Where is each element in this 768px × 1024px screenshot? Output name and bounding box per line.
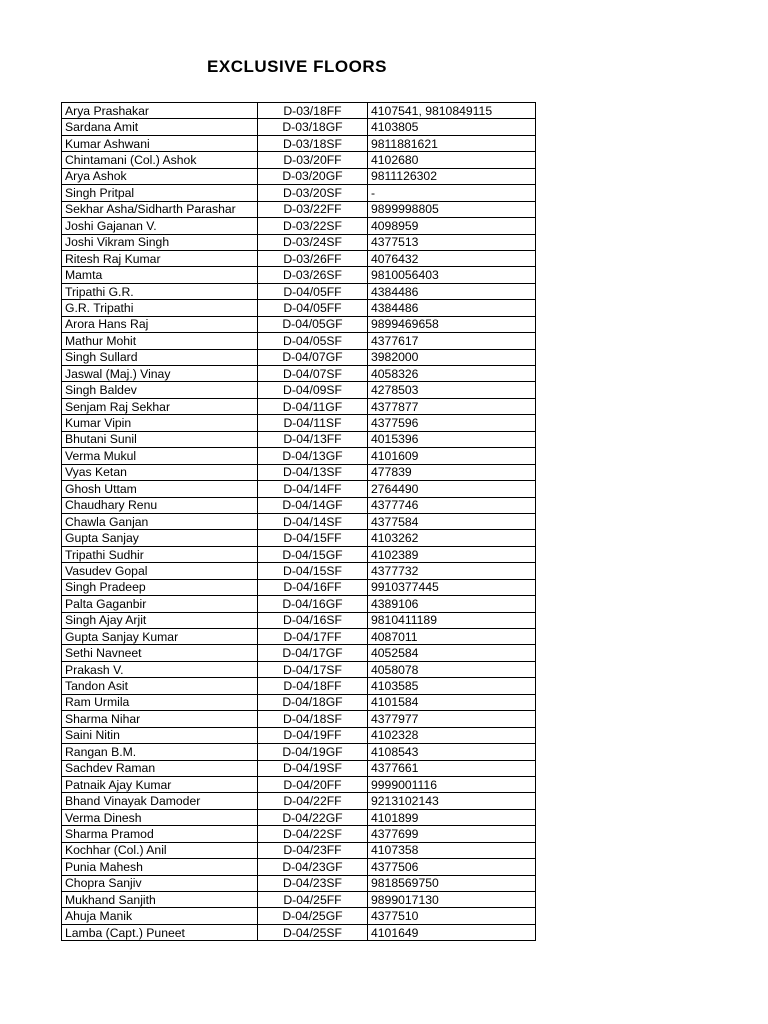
unit-number-cell: D-03/18GF bbox=[258, 119, 368, 135]
phone-number-cell: 4102328 bbox=[368, 727, 536, 743]
table-row bbox=[62, 431, 536, 447]
unit-number-cell: D-03/18FF bbox=[258, 103, 368, 119]
table-row bbox=[62, 546, 536, 562]
unit-number-cell: D-03/24SF bbox=[258, 234, 368, 250]
phone-number-cell: 4389106 bbox=[368, 596, 536, 612]
phone-number-cell: 4103805 bbox=[368, 119, 536, 135]
unit-number-cell: D-04/17SF bbox=[258, 661, 368, 677]
resident-name-cell: Vyas Ketan bbox=[62, 464, 258, 480]
phone-number-cell: 4377699 bbox=[368, 826, 536, 842]
phone-number-cell: 4015396 bbox=[368, 431, 536, 447]
phone-number-cell: 4087011 bbox=[368, 629, 536, 645]
resident-name-cell: Ram Urmila bbox=[62, 694, 258, 710]
unit-number-cell: D-03/22SF bbox=[258, 218, 368, 234]
unit-number-cell: D-04/05SF bbox=[258, 333, 368, 349]
table-row bbox=[62, 826, 536, 842]
phone-number-cell: 9910377445 bbox=[368, 579, 536, 595]
resident-name-cell: Verma Dinesh bbox=[62, 809, 258, 825]
unit-number-cell: D-04/07SF bbox=[258, 366, 368, 382]
table-row bbox=[62, 300, 536, 316]
table-row bbox=[62, 464, 536, 480]
phone-number-cell: 4058326 bbox=[368, 366, 536, 382]
phone-number-cell: 9811126302 bbox=[368, 168, 536, 184]
phone-number-cell: 4102680 bbox=[368, 152, 536, 168]
table-body bbox=[62, 103, 536, 941]
phone-number-cell: 4101899 bbox=[368, 809, 536, 825]
resident-name-cell: G.R. Tripathi bbox=[62, 300, 258, 316]
resident-name-cell: Saini Nitin bbox=[62, 727, 258, 743]
unit-number-cell: D-04/19GF bbox=[258, 744, 368, 760]
table-row bbox=[62, 513, 536, 529]
phone-number-cell: 4101609 bbox=[368, 448, 536, 464]
resident-name-cell: Joshi Vikram Singh bbox=[62, 234, 258, 250]
resident-name-cell: Tripathi G.R. bbox=[62, 283, 258, 299]
phone-number-cell: 9899998805 bbox=[368, 201, 536, 217]
table-row bbox=[62, 793, 536, 809]
resident-name-cell: Kochhar (Col.) Anil bbox=[62, 842, 258, 858]
unit-number-cell: D-04/22GF bbox=[258, 809, 368, 825]
unit-number-cell: D-04/17FF bbox=[258, 629, 368, 645]
resident-name-cell: Joshi Gajanan V. bbox=[62, 218, 258, 234]
resident-name-cell: Bhutani Sunil bbox=[62, 431, 258, 447]
page-title bbox=[0, 58, 594, 84]
table-row bbox=[62, 234, 536, 250]
phone-number-cell: 9213102143 bbox=[368, 793, 536, 809]
unit-number-cell: D-04/16FF bbox=[258, 579, 368, 595]
resident-name-cell: Singh Baldev bbox=[62, 382, 258, 398]
unit-number-cell: D-03/20GF bbox=[258, 168, 368, 184]
table-row bbox=[62, 727, 536, 743]
table-row bbox=[62, 119, 536, 135]
phone-number-cell: 9999001116 bbox=[368, 776, 536, 792]
unit-number-cell: D-04/11SF bbox=[258, 415, 368, 431]
table-row bbox=[62, 908, 536, 924]
resident-name-cell: Singh Ajay Arjit bbox=[62, 612, 258, 628]
phone-number-cell: 9811881621 bbox=[368, 135, 536, 151]
table-row bbox=[62, 415, 536, 431]
resident-directory-table bbox=[61, 102, 536, 941]
phone-number-cell: 4377977 bbox=[368, 711, 536, 727]
unit-number-cell: D-03/26FF bbox=[258, 250, 368, 266]
resident-name-cell: Senjam Raj Sekhar bbox=[62, 398, 258, 414]
unit-number-cell: D-04/15SF bbox=[258, 563, 368, 579]
phone-number-cell: 4278503 bbox=[368, 382, 536, 398]
unit-number-cell: D-04/05FF bbox=[258, 300, 368, 316]
phone-number-cell: 4102389 bbox=[368, 546, 536, 562]
table-row bbox=[62, 152, 536, 168]
unit-number-cell: D-04/23SF bbox=[258, 875, 368, 891]
table-row bbox=[62, 448, 536, 464]
phone-number-cell: 4103585 bbox=[368, 678, 536, 694]
phone-number-cell: 4377746 bbox=[368, 497, 536, 513]
unit-number-cell: D-04/15FF bbox=[258, 530, 368, 546]
unit-number-cell: D-04/17GF bbox=[258, 645, 368, 661]
resident-name-cell: Mamta bbox=[62, 267, 258, 283]
table-row bbox=[62, 596, 536, 612]
table-row bbox=[62, 398, 536, 414]
resident-name-cell: Patnaik Ajay Kumar bbox=[62, 776, 258, 792]
phone-number-cell: 9810411189 bbox=[368, 612, 536, 628]
unit-number-cell: D-04/14FF bbox=[258, 481, 368, 497]
resident-name-cell: Chintamani (Col.) Ashok bbox=[62, 152, 258, 168]
resident-name-cell: Kumar Vipin bbox=[62, 415, 258, 431]
unit-number-cell: D-04/22SF bbox=[258, 826, 368, 842]
unit-number-cell: D-04/22FF bbox=[258, 793, 368, 809]
unit-number-cell: D-03/18SF bbox=[258, 135, 368, 151]
phone-number-cell: - bbox=[368, 185, 536, 201]
unit-number-cell: D-03/22FF bbox=[258, 201, 368, 217]
phone-number-cell: 477839 bbox=[368, 464, 536, 480]
table-row bbox=[62, 563, 536, 579]
phone-number-cell: 4377877 bbox=[368, 398, 536, 414]
phone-number-cell: 4377596 bbox=[368, 415, 536, 431]
phone-number-cell: 3982000 bbox=[368, 349, 536, 365]
table-row bbox=[62, 218, 536, 234]
resident-name-cell: Punia Mahesh bbox=[62, 859, 258, 875]
unit-number-cell: D-04/25GF bbox=[258, 908, 368, 924]
phone-number-cell: 4101584 bbox=[368, 694, 536, 710]
resident-name-cell: Bhand Vinayak Damoder bbox=[62, 793, 258, 809]
resident-name-cell: Prakash V. bbox=[62, 661, 258, 677]
unit-number-cell: D-04/20FF bbox=[258, 776, 368, 792]
resident-name-cell: Jaswal (Maj.) Vinay bbox=[62, 366, 258, 382]
phone-number-cell: 4076432 bbox=[368, 250, 536, 266]
resident-name-cell: Tripathi Sudhir bbox=[62, 546, 258, 562]
unit-number-cell: D-04/05GF bbox=[258, 316, 368, 332]
phone-number-cell: 4377510 bbox=[368, 908, 536, 924]
phone-number-cell: 4384486 bbox=[368, 283, 536, 299]
unit-number-cell: D-04/14SF bbox=[258, 513, 368, 529]
table-row bbox=[62, 711, 536, 727]
unit-number-cell: D-04/05FF bbox=[258, 283, 368, 299]
unit-number-cell: D-04/23GF bbox=[258, 859, 368, 875]
table-row bbox=[62, 924, 536, 940]
page-title-text: EXCLUSIVE FLOORS bbox=[207, 58, 387, 76]
phone-number-cell: 4107541, 9810849115 bbox=[368, 103, 536, 119]
table-row bbox=[62, 612, 536, 628]
phone-number-cell: 9810056403 bbox=[368, 267, 536, 283]
table-row bbox=[62, 661, 536, 677]
phone-number-cell: 4107358 bbox=[368, 842, 536, 858]
unit-number-cell: D-04/25FF bbox=[258, 892, 368, 908]
table-row bbox=[62, 497, 536, 513]
phone-number-cell: 4377732 bbox=[368, 563, 536, 579]
resident-name-cell: Kumar Ashwani bbox=[62, 135, 258, 151]
resident-name-cell: Tandon Asit bbox=[62, 678, 258, 694]
unit-number-cell: D-04/13SF bbox=[258, 464, 368, 480]
unit-number-cell: D-04/16SF bbox=[258, 612, 368, 628]
unit-number-cell: D-04/13GF bbox=[258, 448, 368, 464]
table-row bbox=[62, 629, 536, 645]
phone-number-cell: 4377513 bbox=[368, 234, 536, 250]
table-row bbox=[62, 809, 536, 825]
table-row bbox=[62, 283, 536, 299]
phone-number-cell: 2764490 bbox=[368, 481, 536, 497]
phone-number-cell: 9818569750 bbox=[368, 875, 536, 891]
unit-number-cell: D-03/26SF bbox=[258, 267, 368, 283]
resident-name-cell: Sharma Nihar bbox=[62, 711, 258, 727]
table-row bbox=[62, 875, 536, 891]
resident-name-cell: Lamba (Capt.) Puneet bbox=[62, 924, 258, 940]
resident-name-cell: Mathur Mohit bbox=[62, 333, 258, 349]
resident-name-cell: Sekhar Asha/Sidharth Parashar bbox=[62, 201, 258, 217]
phone-number-cell: 4098959 bbox=[368, 218, 536, 234]
table-row bbox=[62, 201, 536, 217]
table-row bbox=[62, 678, 536, 694]
table-row bbox=[62, 744, 536, 760]
table-row bbox=[62, 333, 536, 349]
unit-number-cell: D-04/14GF bbox=[258, 497, 368, 513]
phone-number-cell: 4377506 bbox=[368, 859, 536, 875]
table-row bbox=[62, 185, 536, 201]
resident-name-cell: Palta Gaganbir bbox=[62, 596, 258, 612]
resident-name-cell: Ahuja Manik bbox=[62, 908, 258, 924]
table-row bbox=[62, 349, 536, 365]
resident-name-cell: Sardana Amit bbox=[62, 119, 258, 135]
resident-name-cell: Vasudev Gopal bbox=[62, 563, 258, 579]
resident-name-cell: Sethi Navneet bbox=[62, 645, 258, 661]
unit-number-cell: D-04/19FF bbox=[258, 727, 368, 743]
phone-number-cell: 9899017130 bbox=[368, 892, 536, 908]
phone-number-cell: 4101649 bbox=[368, 924, 536, 940]
table-row bbox=[62, 135, 536, 151]
table-row bbox=[62, 760, 536, 776]
resident-name-cell: Mukhand Sanjith bbox=[62, 892, 258, 908]
table-row bbox=[62, 316, 536, 332]
unit-number-cell: D-04/15GF bbox=[258, 546, 368, 562]
table-row bbox=[62, 842, 536, 858]
phone-number-cell: 4052584 bbox=[368, 645, 536, 661]
unit-number-cell: D-04/18FF bbox=[258, 678, 368, 694]
phone-number-cell: 4384486 bbox=[368, 300, 536, 316]
resident-name-cell: Arya Prashakar bbox=[62, 103, 258, 119]
resident-name-cell: Arora Hans Raj bbox=[62, 316, 258, 332]
unit-number-cell: D-04/18SF bbox=[258, 711, 368, 727]
resident-name-cell: Arya Ashok bbox=[62, 168, 258, 184]
unit-number-cell: D-04/19SF bbox=[258, 760, 368, 776]
phone-number-cell: 9899469658 bbox=[368, 316, 536, 332]
unit-number-cell: D-04/16GF bbox=[258, 596, 368, 612]
resident-name-cell: Gupta Sanjay Kumar bbox=[62, 629, 258, 645]
unit-number-cell: D-03/20FF bbox=[258, 152, 368, 168]
resident-name-cell: Chaudhary Renu bbox=[62, 497, 258, 513]
resident-name-cell: Singh Sullard bbox=[62, 349, 258, 365]
table-row bbox=[62, 579, 536, 595]
resident-name-cell: Ritesh Raj Kumar bbox=[62, 250, 258, 266]
phone-number-cell: 4377584 bbox=[368, 513, 536, 529]
unit-number-cell: D-04/11GF bbox=[258, 398, 368, 414]
resident-name-cell: Ghosh Uttam bbox=[62, 481, 258, 497]
table-row bbox=[62, 250, 536, 266]
unit-number-cell: D-03/20SF bbox=[258, 185, 368, 201]
unit-number-cell: D-04/09SF bbox=[258, 382, 368, 398]
phone-number-cell: 4377617 bbox=[368, 333, 536, 349]
resident-name-cell: Sachdev Raman bbox=[62, 760, 258, 776]
phone-number-cell: 4058078 bbox=[368, 661, 536, 677]
table-row bbox=[62, 859, 536, 875]
table-row bbox=[62, 530, 536, 546]
table-row bbox=[62, 382, 536, 398]
resident-name-cell: Sharma Pramod bbox=[62, 826, 258, 842]
resident-name-cell: Rangan B.M. bbox=[62, 744, 258, 760]
unit-number-cell: D-04/13FF bbox=[258, 431, 368, 447]
resident-name-cell: Chawla Ganjan bbox=[62, 513, 258, 529]
phone-number-cell: 4108543 bbox=[368, 744, 536, 760]
table-row bbox=[62, 645, 536, 661]
table-row bbox=[62, 168, 536, 184]
resident-name-cell: Verma Mukul bbox=[62, 448, 258, 464]
unit-number-cell: D-04/18GF bbox=[258, 694, 368, 710]
unit-number-cell: D-04/23FF bbox=[258, 842, 368, 858]
resident-name-cell: Singh Pritpal bbox=[62, 185, 258, 201]
resident-name-cell: Gupta Sanjay bbox=[62, 530, 258, 546]
unit-number-cell: D-04/07GF bbox=[258, 349, 368, 365]
table-row bbox=[62, 892, 536, 908]
table-row bbox=[62, 103, 536, 119]
table-row bbox=[62, 267, 536, 283]
phone-number-cell: 4377661 bbox=[368, 760, 536, 776]
phone-number-cell: 4103262 bbox=[368, 530, 536, 546]
table-row bbox=[62, 366, 536, 382]
table-row bbox=[62, 481, 536, 497]
resident-name-cell: Chopra Sanjiv bbox=[62, 875, 258, 891]
unit-number-cell: D-04/25SF bbox=[258, 924, 368, 940]
resident-name-cell: Singh Pradeep bbox=[62, 579, 258, 595]
table-row bbox=[62, 694, 536, 710]
table-row bbox=[62, 776, 536, 792]
